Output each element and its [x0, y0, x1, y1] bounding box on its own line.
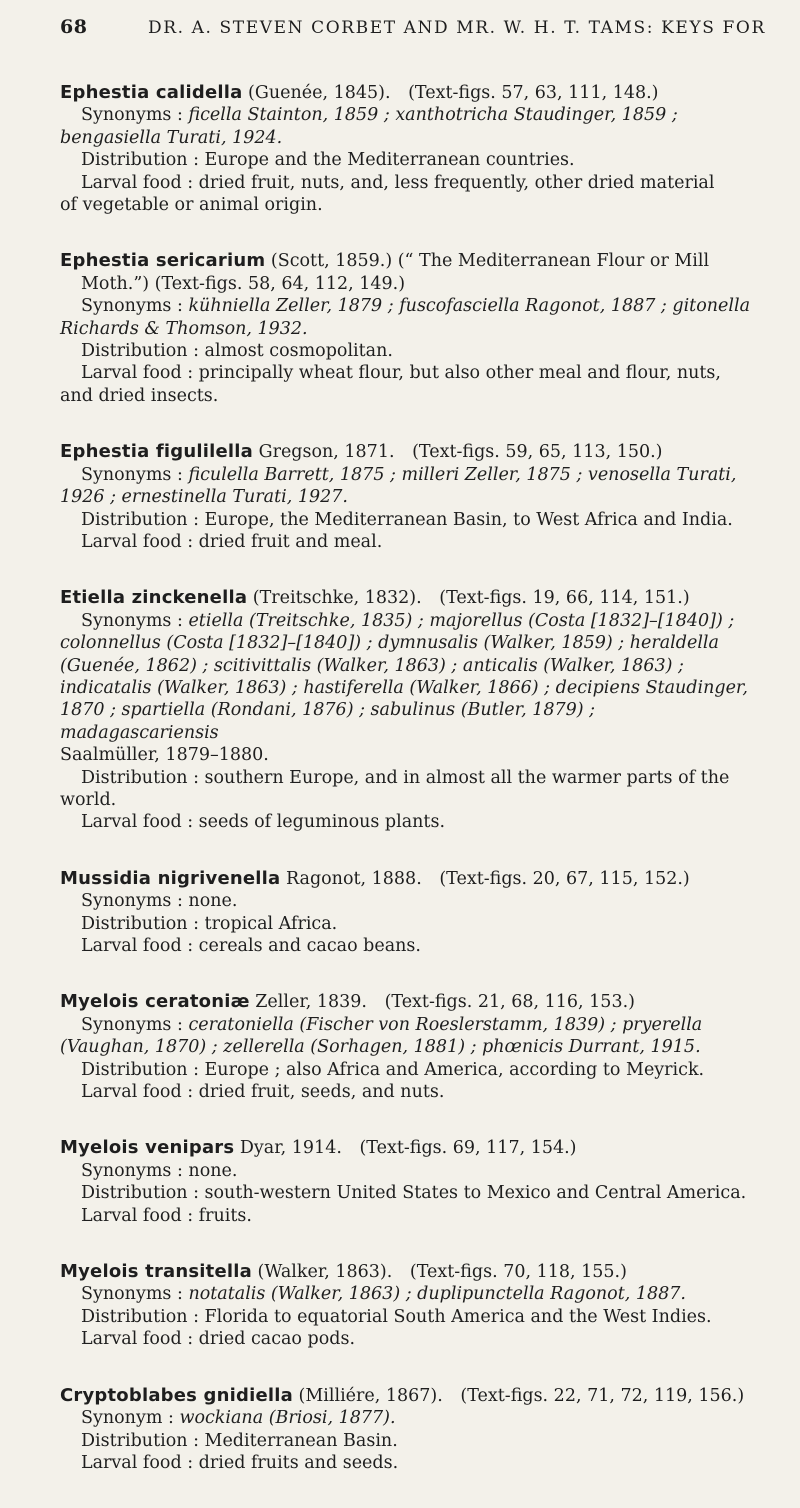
larval-food: Larval food : dried fruits and seeds. — [81, 1452, 399, 1473]
distribution: world. — [60, 789, 117, 810]
synonyms-text: ficella Stainton, 1859 ; xanthotricha Staudinger, 1859 ; — [188, 105, 678, 126]
distribution: Distribution : Europe and the Mediterranean countries. — [81, 150, 575, 171]
species-authority: (Treitschke, 1832). — [252, 588, 422, 609]
synonyms-text: kühniella Zeller, 1879 ; fuscofasciella Ragonot, 1887 ; gitonella — [188, 296, 750, 317]
running-header — [60, 16, 770, 38]
synonyms-text: colonnellus (Costa [1832]–[1840]) ; dymnusalis (Walker, 1859) ; heraldella — [60, 633, 719, 654]
distribution: Distribution : Florida to equatorial South America and the West Indies. — [81, 1306, 712, 1327]
document-body — [60, 82, 750, 1508]
larval-food: Larval food : dried fruit, nuts, and, less frequently, other dried material — [81, 172, 715, 193]
synonyms-text: 1870 ; spartiella (Rondani, 1876) ; sabulinus (Butler, 1879) ; madagascariensis — [60, 700, 596, 743]
species-authority: (Scott, 1859.) (“ The Mediterranean Flour or Mill — [270, 251, 710, 272]
larval-food: Larval food : dried fruit and meal. — [81, 531, 383, 552]
larval-food: Larval food : dried cacao pods. — [81, 1329, 356, 1350]
species-entry — [60, 587, 750, 833]
species-authority: Ragonot, 1888. — [285, 868, 422, 889]
synonyms: Synonyms : none. — [81, 891, 238, 912]
distribution: Distribution : Europe, the Mediterranean Basin, to West Africa and India. — [81, 509, 733, 530]
species-entry — [60, 868, 750, 958]
distribution: Distribution : Mediterranean Basin. — [81, 1430, 398, 1451]
larval-food: of vegetable or animal origin. — [60, 195, 323, 216]
species-authority: Zeller, 1839. — [255, 992, 367, 1013]
synonyms-label: Synonyms : — [81, 1284, 183, 1305]
species-entry — [60, 991, 750, 1103]
species-name: Myelois venipars — [60, 1137, 235, 1159]
species-authority: (Walker, 1863). — [257, 1262, 393, 1283]
species-name: Etiella zinckenella — [60, 587, 248, 609]
synonyms-text: bengasiella Turati, 1924. — [60, 127, 283, 148]
text-figs: (Text-figs. 21, 68, 116, 153.) — [384, 992, 635, 1013]
synonyms-text: wockiana (Briosi, 1877). — [179, 1408, 396, 1429]
page-number: 68 — [60, 16, 88, 38]
synonyms-label: Synonyms : — [81, 105, 183, 126]
species-authority: (Milliére, 1867). — [298, 1385, 443, 1406]
synonyms-label: Synonyms : — [81, 1014, 183, 1035]
synonyms-text: ficulella Barrett, 1875 ; milleri Zeller, 1875 ; venosella Turati, — [188, 464, 737, 485]
species-entry — [60, 82, 750, 216]
species-title-continued: Moth.”) (Text-figs. 58, 64, 112, 149.) — [81, 273, 406, 294]
species-name: Ephestia figulilella — [60, 441, 254, 463]
larval-food: Larval food : principally wheat flour, but also other meal and flour, nuts, — [81, 363, 721, 384]
synonyms-text: (Vaughan, 1870) ; zellerella (Sorhagen, 1881) ; phœnicis Durrant, 1915. — [60, 1037, 701, 1058]
text-figs: (Text-figs. 70, 118, 155.) — [409, 1262, 627, 1283]
species-name: Ephestia calidella — [60, 82, 243, 103]
synonyms-text: Richards & Thomson, 1932. — [60, 318, 308, 339]
larval-food: Larval food : seeds of leguminous plants. — [81, 812, 446, 833]
distribution: Distribution : south-western United States to Mexico and Central America. — [81, 1183, 747, 1204]
synonyms-label: Synonyms : — [81, 296, 183, 317]
synonyms-text: etiella (Treitschke, 1835) ; majorellus (Costa [1832]–[1840]) ; — [188, 610, 735, 631]
species-name: Ephestia sericarium — [60, 250, 266, 272]
species-entry — [60, 250, 750, 407]
distribution: Distribution : southern Europe, and in almost all the warmer parts of the — [81, 767, 730, 788]
synonyms-text: notatalis (Walker, 1863) ; duplipunctella Ragonot, 1887. — [188, 1284, 686, 1305]
text-figs: (Text-figs. 69, 117, 154.) — [359, 1138, 577, 1159]
running-title: DR. A. STEVEN CORBET AND MR. W. H. T. TAMS: KEYS FOR — [148, 18, 766, 38]
species-authority: (Guenée, 1845). — [248, 83, 391, 103]
synonyms-label: Synonyms : — [81, 610, 183, 631]
larval-food: Larval food : cereals and cacao beans. — [81, 936, 421, 956]
species-entry — [60, 1137, 750, 1227]
synonyms-text: indicatalis (Walker, 1863) ; hastiferella (Walker, 1866) ; decipiens Staudinger, — [60, 677, 748, 698]
species-name: Cryptoblabes gnidiella — [60, 1384, 293, 1406]
species-authority: Dyar, 1914. — [239, 1138, 342, 1159]
larval-food: and dried insects. — [60, 385, 219, 406]
synonyms-label: Synonyms : — [81, 464, 183, 485]
distribution: Distribution : almost cosmopolitan. — [81, 341, 393, 362]
species-name: Mussidia nigrivenella — [60, 867, 281, 889]
synonyms-text: ceratoniella (Fischer von Roeslerstamm, 1839) ; pryerella — [188, 1014, 703, 1035]
synonyms-text: Saalmüller, 1879–1880. — [60, 745, 269, 766]
larval-food: Larval food : fruits. — [81, 1205, 252, 1226]
species-entry — [60, 1385, 750, 1475]
text-figs: (Text-figs. 59, 65, 113, 150.) — [412, 442, 663, 463]
synonyms-text: (Guenée, 1862) ; scitivittalis (Walker, 1863) ; anticalis (Walker, 1863) ; — [60, 655, 684, 676]
species-authority: Gregson, 1871. — [258, 442, 395, 463]
distribution: Distribution : tropical Africa. — [81, 913, 338, 934]
text-figs: (Text-figs. 57, 63, 111, 148.) — [408, 83, 659, 103]
larval-food: Larval food : dried fruit, seeds, and nuts. — [81, 1082, 445, 1103]
synonyms-text: 1926 ; ernestinella Turati, 1927. — [60, 487, 348, 508]
distribution: Distribution : Europe ; also Africa and America, according to Meyrick. — [81, 1059, 705, 1080]
species-entry — [60, 1261, 750, 1351]
species-name: Myelois transitella — [60, 1261, 252, 1283]
synonyms-label: Synonym : — [81, 1408, 174, 1429]
text-figs: (Text-figs. 20, 67, 115, 152.) — [439, 868, 690, 889]
species-name: Myelois ceratoniæ — [60, 991, 250, 1013]
species-entry — [60, 441, 750, 553]
text-figs: (Text-figs. 22, 71, 72, 119, 156.) — [460, 1385, 745, 1406]
text-figs: (Text-figs. 19, 66, 114, 151.) — [439, 588, 690, 609]
synonyms: Synonyms : none. — [81, 1160, 238, 1181]
